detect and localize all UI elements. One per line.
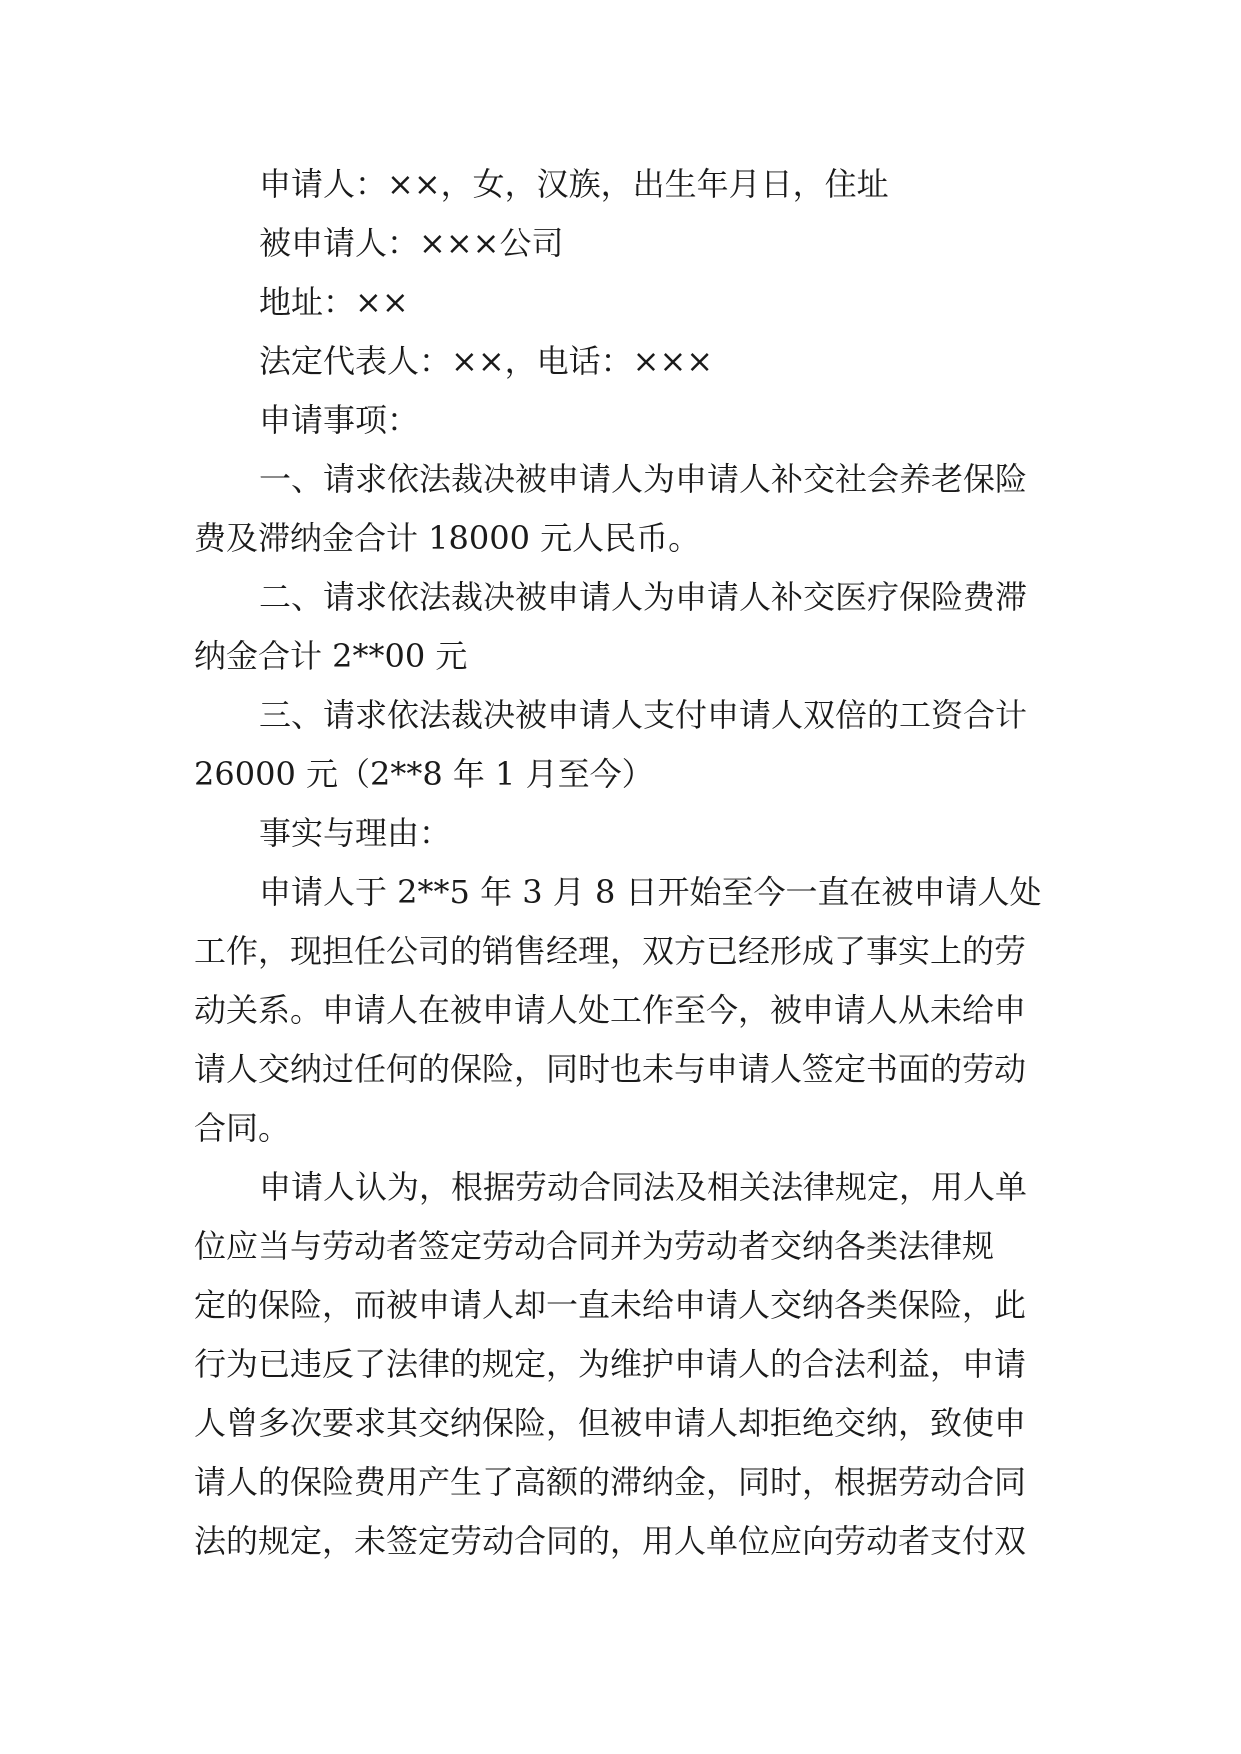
reasons-paragraph-line: 法的规定，未签定劳动合同的，用人单位应向劳动者支付双 (194, 1522, 1027, 1560)
applicant-line: 申请人：××，女，汉族，出生年月日，住址 (259, 165, 889, 203)
facts-paragraph-line: 动关系。申请人在被申请人处工作至今，被申请人从未给申 (194, 991, 1027, 1029)
reasons-paragraph-line: 定的保险，而被申请人却一直未给申请人交纳各类保险，此 (194, 1286, 1027, 1324)
claims-heading: 申请事项： (259, 401, 420, 439)
facts-paragraph-line: 工作，现担任公司的销售经理，双方已经形成了事实上的劳 (194, 932, 1027, 970)
reasons-paragraph-line: 请人的保险费用产生了高额的滞纳金，同时，根据劳动合同 (194, 1463, 1027, 1501)
claim-1-line-1: 一、请求依法裁决被申请人为申请人补交社会养老保险 (259, 460, 1028, 498)
facts-paragraph-line: 请人交纳过任何的保险，同时也未与申请人签定书面的劳动 (194, 1050, 1027, 1088)
reasons-paragraph-line: 人曾多次要求其交纳保险，但被申请人却拒绝交纳，致使申 (194, 1404, 1027, 1442)
legal-representative-line: 法定代表人：××，电话：××× (259, 342, 714, 380)
reasons-paragraph-line: 位应当与劳动者签定劳动合同并为劳动者交纳各类法律规 (194, 1227, 995, 1265)
facts-paragraph-line: 合同。 (194, 1109, 291, 1147)
address-line: 地址：×× (259, 283, 409, 321)
claim-3-line-1: 三、请求依法裁决被申请人支付申请人双倍的工资合计 (259, 696, 1028, 734)
claim-2-line-2: 纳金合计 2**00 元 (194, 637, 468, 675)
reasons-paragraph-line: 行为已违反了法律的规定，为维护申请人的合法利益，申请 (194, 1345, 1027, 1383)
reasons-paragraph-line: 申请人认为，根据劳动合同法及相关法律规定，用人单 (259, 1168, 1028, 1206)
facts-paragraph-line: 申请人于 2**5 年 3 月 8 日开始至今一直在被申请人处 (259, 873, 1042, 911)
claim-2-line-1: 二、请求依法裁决被申请人为申请人补交医疗保险费滞 (259, 578, 1028, 616)
facts-heading: 事实与理由： (259, 814, 452, 852)
claim-3-line-2: 26000 元（2**8 年 1 月至今） (194, 755, 654, 793)
respondent-line: 被申请人：×××公司 (259, 224, 564, 262)
claim-1-line-2: 费及滞纳金合计 18000 元人民币。 (194, 519, 701, 557)
